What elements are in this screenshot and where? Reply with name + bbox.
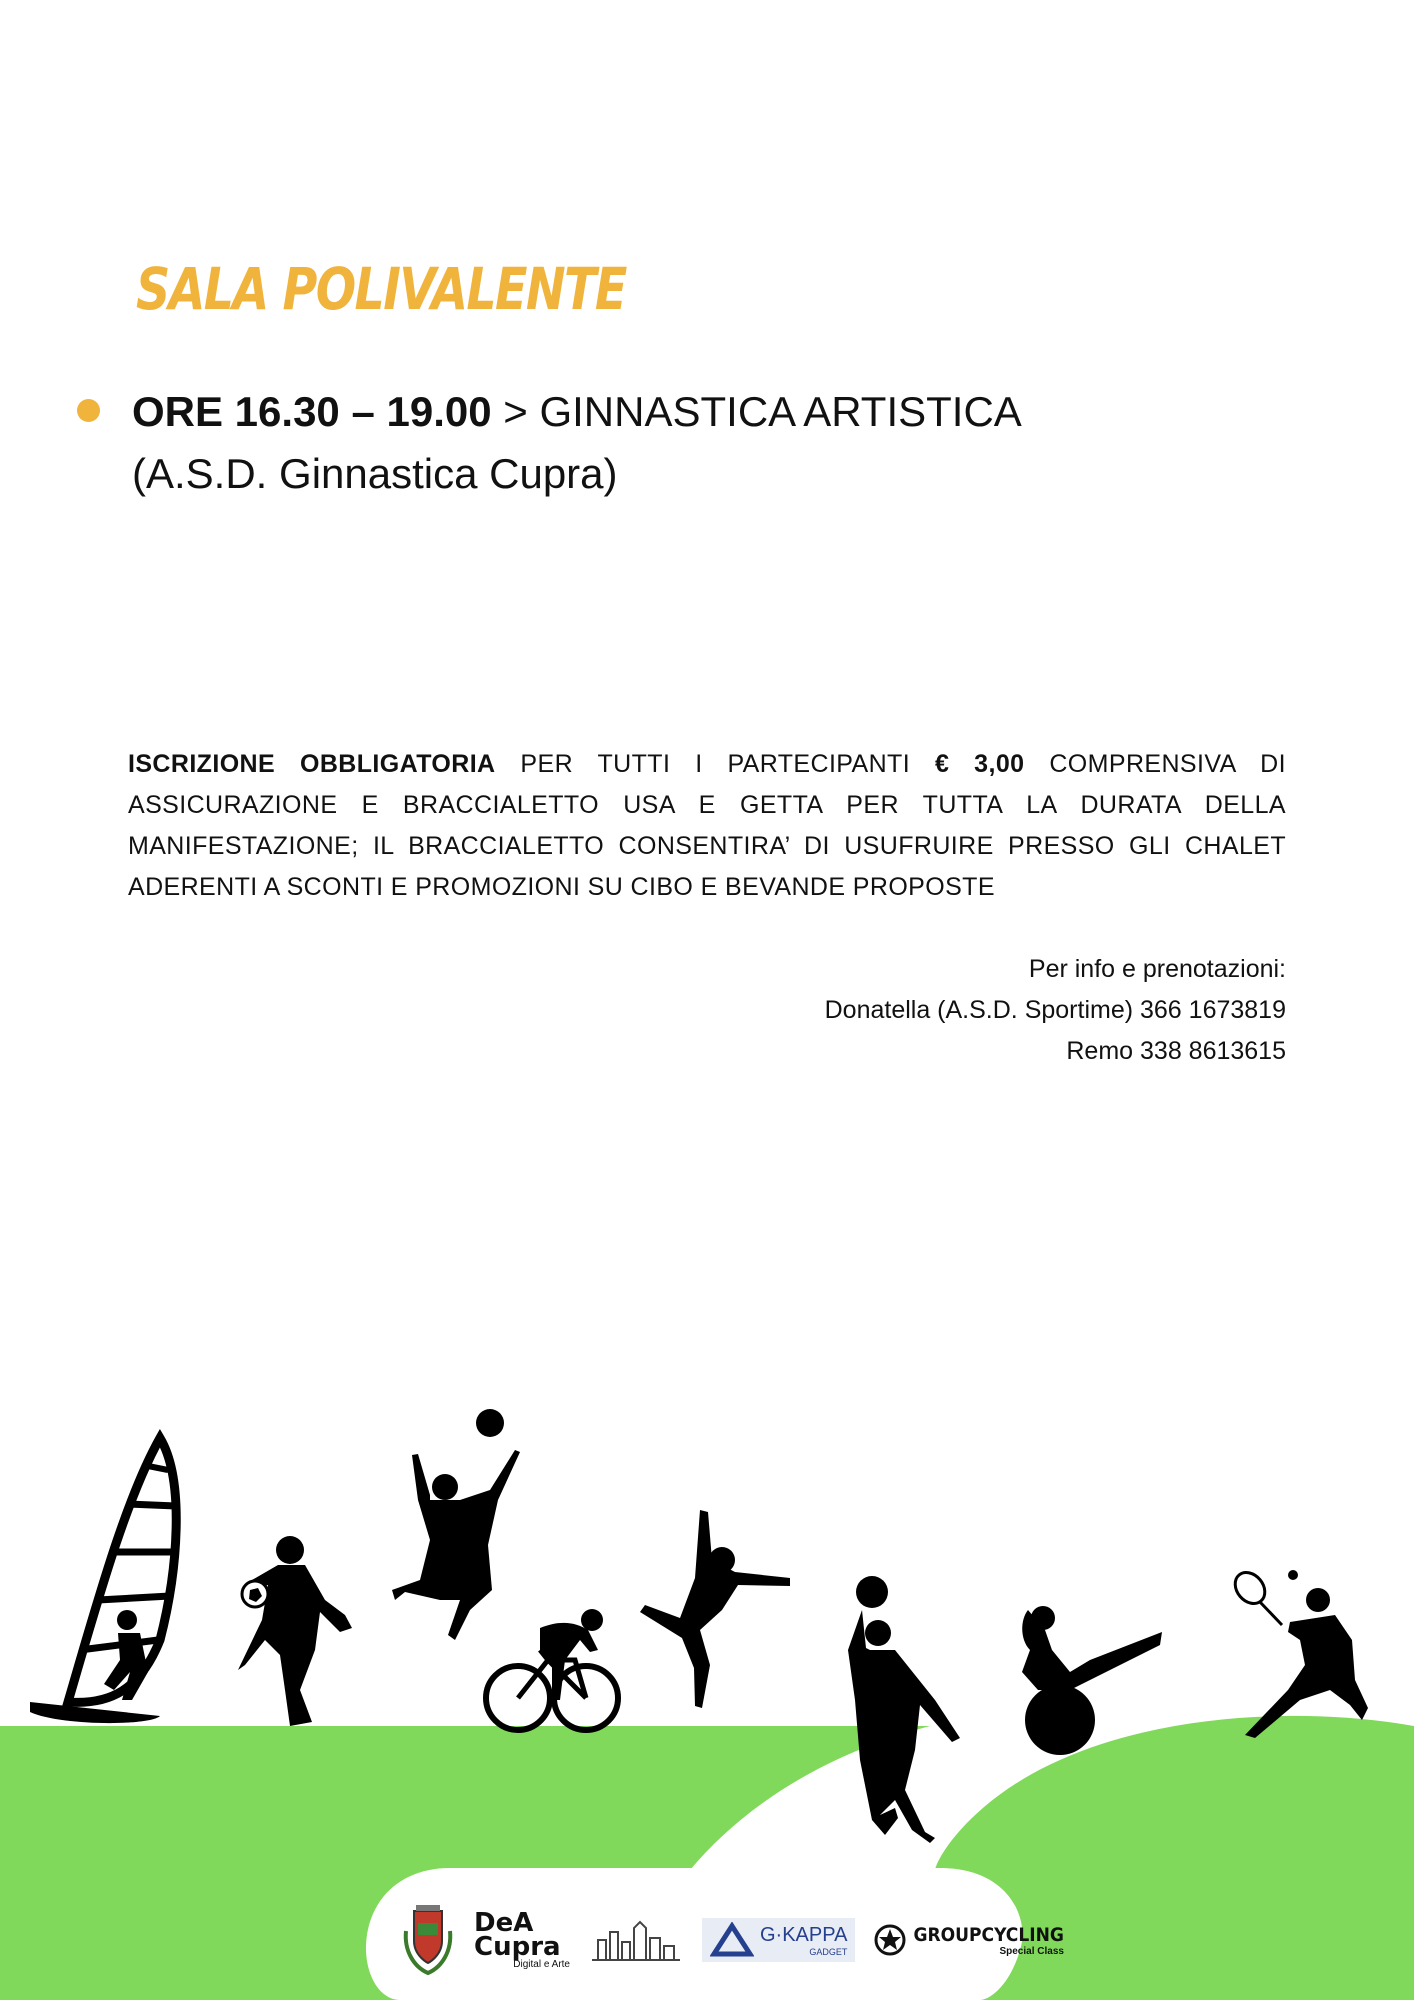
gkappa-triangle-icon	[710, 1922, 754, 1958]
schedule-separator: >	[491, 388, 540, 435]
tennis-player-icon	[1229, 1567, 1368, 1738]
schedule-activity: GINNASTICA ARTISTICA	[539, 388, 1022, 435]
gkappa-logo-sub: GADGET	[809, 1946, 848, 1957]
sponsor-logos	[400, 1900, 1064, 1980]
grass-right	[935, 1716, 1414, 1870]
groupcycling-logo-sub: Special Class	[999, 1945, 1064, 1957]
notice-part1: PER TUTTI I PARTECIPANTI	[495, 750, 935, 778]
grass-left	[0, 1726, 930, 1870]
cycling-star-icon	[873, 1923, 907, 1957]
soccer-player-icon	[238, 1536, 352, 1726]
contact-donatella: Donatella (A.S.D. Sportime) 366 1673819	[824, 996, 1286, 1024]
volleyball-player-icon	[392, 1409, 520, 1640]
dea-logo-line1: DeA	[474, 1907, 534, 1938]
notice-price: € 3,00	[934, 750, 1025, 778]
gkappa-logo	[702, 1918, 855, 1962]
contacts-heading: Per info e prenotazioni:	[1028, 955, 1286, 983]
fitness-ball-icon	[1022, 1606, 1162, 1755]
groupcycling-logo	[873, 1923, 1064, 1957]
cupra-skyline-logo	[588, 1912, 684, 1968]
dea-logo-line2: Cupra	[474, 1931, 561, 1962]
schedule-organizer: (A.S.D. Ginnastica Cupra)	[132, 450, 618, 497]
groupcycling-logo-text: GROUPCYCLING	[913, 1923, 1064, 1946]
contact-remo: Remo 338 8613615	[1066, 1037, 1286, 1065]
basketball-player-icon	[848, 1576, 960, 1843]
notice-part2: COMPRENSIVA DI ASSICURAZIONE E BRACCIALETTO USA E GETTA PER TUTTA LA DURATA DELLA MANIFESTAZIONE; IL BRACCIALETTO CONSENTIRA’ DI USUFRUIRE PRESSO GLI CHALET ADERENTI A SCONTI E PROMOZIONI SU CIBO E BEVANDE PROPOSTE	[128, 750, 1286, 901]
notice-lead: ISCRIZIONE OBBLIGATORIA	[128, 750, 496, 778]
dea-cupra-logo	[474, 1907, 570, 1970]
schedule-time: ORE 16.30 – 19.00	[132, 388, 492, 435]
dea-logo-tagline: Digital e Arte	[513, 1958, 570, 1970]
cyclist-icon	[486, 1609, 618, 1730]
venue-title: SALA POLIVALENTE	[136, 255, 626, 323]
dancer-icon	[640, 1510, 790, 1708]
windsurf-icon	[30, 1438, 176, 1723]
town-crest-icon	[400, 1901, 456, 1979]
gkappa-logo-text: G·KAPPA	[760, 1923, 848, 1946]
